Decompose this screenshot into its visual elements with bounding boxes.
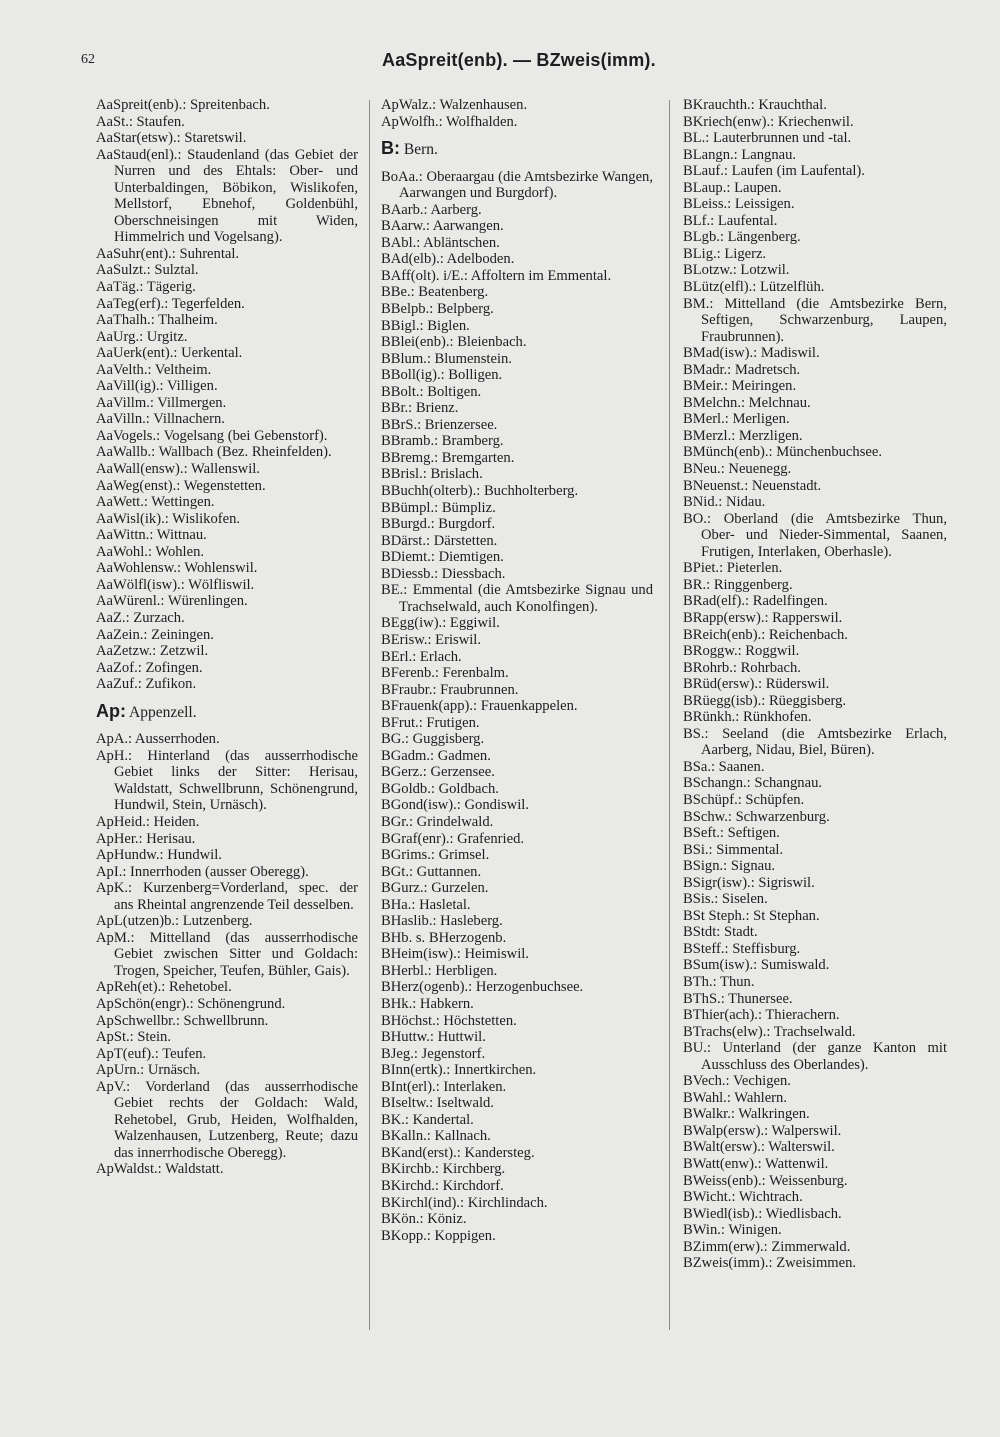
abbreviation-entry: BBolt.: Boltigen. [381, 383, 482, 400]
abbreviation-entry: BFerenb.: Ferenbalm. [381, 665, 509, 682]
abbreviation-entry: BBigl.: Biglen. [381, 317, 470, 334]
abbreviation-entry: BSeft.: Seftigen. [683, 825, 780, 842]
abbreviation-entry: AaWohl.: Wohlen. [96, 543, 205, 560]
abbreviation-entry: ApT(euf).: Teufen. [96, 1045, 207, 1062]
abbreviation-entry: BBurgd.: Burgdorf. [381, 516, 496, 533]
abbreviation-entry: BRad(elf).: Radelfingen. [683, 593, 828, 610]
section-name: Appenzell. [129, 703, 197, 721]
abbreviation-entry: AaWohlensw.: Wohlenswil. [96, 560, 258, 577]
abbreviation-entry: ApK.: Kurzenberg=Vorderland, spec. der ans Rheintal angrenzende Teil desselben. [96, 880, 358, 913]
abbreviation-entry: BKön.: Köniz. [381, 1211, 467, 1228]
abbreviation-entry: BRapp(ersw).: Rapperswil. [683, 609, 843, 626]
abbreviation-entry: BNeu.: Neuenegg. [683, 461, 792, 478]
abbreviation-entry: ApHundw.: Hundwil. [96, 847, 222, 864]
abbreviation-entry: BWatt(enw).: Wattenwil. [683, 1156, 829, 1172]
abbreviation-entry: BTrachs(elw).: Trachselwald. [683, 1023, 856, 1040]
abbreviation-entry: BMeir.: Meiringen. [683, 378, 797, 395]
abbreviation-entry: BInn(ertk).: Innertkirchen. [381, 1062, 537, 1079]
abbreviation-entry: AaSulzt.: Sulztal. [96, 262, 199, 279]
abbreviation-entry: BErisw.: Eriswil. [381, 631, 481, 648]
abbreviation-entry: BBrisl.: Brislach. [381, 466, 483, 483]
section-heading [96, 700, 358, 722]
abbreviation-entry: BBramb.: Bramberg. [381, 433, 504, 450]
abbreviation-entry: AaZuf.: Zufikon. [96, 676, 197, 693]
abbreviation-entry: BWalp(ersw).: Walperswil. [683, 1122, 842, 1139]
abbreviation-entry: ApUrn.: Urnäsch. [96, 1062, 201, 1079]
column-1 [96, 97, 358, 1178]
abbreviation-entry: BAarw.: Aarwangen. [381, 218, 504, 235]
abbreviation-entry: AaStaud(enl).: Staudenland (das Gebiet der Nurren und des Ehtals: Ober- und Unterbaldingen, Böbikon, Wislikofen, Mellstorf, Ebnehof, Goldenbühl, Oberschneisingen mit Widen, Himmelrich und Vogelsang). [96, 146, 358, 246]
abbreviation-entry: BKand(erst).: Kandersteg. [381, 1144, 535, 1161]
abbreviation-entry: AaZ.: Zurzach. [96, 609, 185, 626]
abbreviation-entry: BWin.: Winigen. [683, 1222, 782, 1239]
abbreviation-entry: BWiedl(isb).: Wiedlisbach. [683, 1205, 842, 1222]
abbreviation-entry: BLgb.: Längenberg. [683, 229, 801, 246]
abbreviation-entry: BHb. s. BHerzogenb. [381, 929, 507, 946]
abbreviation-entry: AaSuhr(ent).: Suhrental. [96, 245, 240, 262]
abbreviation-entry: AaWallb.: Wallbach (Bez. Rheinfelden). [96, 444, 332, 461]
abbreviation-entry: ApSt.: Stein. [96, 1029, 172, 1046]
abbreviation-entry: BPiet.: Pieterlen. [683, 560, 783, 577]
abbreviation-entry: BSigr(isw).: Sigriswil. [683, 874, 815, 891]
abbreviation-entry: BMünch(enb).: Münchenbuchsee. [683, 444, 882, 461]
abbreviation-entry: ApM.: Mittelland (das ausserrhodische Gebiet zwischen Sitter und Goldach: Trogen, Speicher, Teufen, Bühler, Gais). [96, 929, 358, 979]
abbreviation-entry: BVech.: Vechigen. [683, 1073, 791, 1090]
abbreviation-entry: BBremg.: Bremgarten. [381, 449, 515, 466]
abbreviation-entry: AaZof.: Zofingen. [96, 659, 203, 676]
abbreviation-entry: BAd(elb).: Adelboden. [381, 251, 515, 268]
abbreviation-entry: BWalkr.: Walkringen. [683, 1106, 810, 1123]
abbreviation-entry: BE.: Emmental (die Amtsbezirke Signau und Trachselwald, auch Konolfingen). [381, 582, 653, 615]
column-2 [381, 97, 653, 1244]
section-name: Bern. [403, 141, 438, 159]
abbreviation-entry: BSchangn.: Schangnau. [683, 775, 823, 792]
abbreviation-entry: BErl.: Erlach. [381, 648, 462, 665]
abbreviation-entry: BK.: Kandertal. [381, 1111, 474, 1128]
abbreviation-entry: AaZein.: Zeiningen. [96, 626, 214, 643]
abbreviation-entry: BLotzw.: Lotzwil. [683, 262, 790, 279]
abbreviation-entry: BNeuenst.: Neuenstadt. [683, 477, 822, 494]
abbreviation-entry: ApWalz.: Walzenhausen. [381, 97, 528, 113]
abbreviation-entry: BO.: Oberland (die Amtsbezirke Thun, Ober- und Nieder-Simmental, Saanen, Frutigen, Interlaken, Oberhasle). [683, 510, 947, 560]
abbreviation-entry: BSchw.: Schwarzenburg. [683, 808, 830, 825]
abbreviation-entry: ApWolfh.: Wolfhalden. [381, 113, 518, 130]
abbreviation-entry: AaVilln.: Villnachern. [96, 411, 225, 428]
abbreviation-entry: BZimm(erw).: Zimmerwald. [683, 1238, 851, 1255]
abbreviation-entry: ApL(utzen)b.: Lutzenberg. [96, 913, 253, 930]
abbreviation-entry: AaVillm.: Villmergen. [96, 394, 227, 411]
abbreviation-entry: BHuttw.: Huttwil. [381, 1029, 486, 1046]
abbreviation-entry: BZweis(imm).: Zweisimmen. [683, 1255, 857, 1272]
abbreviation-entry: ApReh(et).: Rehetobel. [96, 979, 232, 996]
abbreviation-entry: ApH.: Hinterland (das ausserrhodische Gebiet links der Sitter: Herisau, Waldstatt, Schwellbrunn, Schönengrund, Hundwil, Stein, Urnäsch). [96, 747, 358, 814]
abbreviation-entry: BBelpb.: Belpberg. [381, 301, 494, 318]
abbreviation-entry: BThS.: Thunersee. [683, 990, 793, 1007]
abbreviation-entry: BAarb.: Aarberg. [381, 201, 482, 218]
abbreviation-entry: AaUrg.: Urgitz. [96, 328, 188, 345]
abbreviation-entry: BTh.: Thun. [683, 973, 755, 990]
abbreviation-entry: BSum(isw).: Sumiswald. [683, 957, 830, 974]
section-heading [381, 140, 653, 159]
abbreviation-entry: BLaup.: Laupen. [683, 179, 782, 196]
abbreviation-entry: BGr.: Grindelwald. [381, 813, 494, 830]
abbreviation-entry: BIseltw.: Iseltwald. [381, 1095, 494, 1112]
abbreviation-entry: AaWisl(ik).: Wislikofen. [96, 510, 241, 527]
abbreviation-entry: BLeiss.: Leissigen. [683, 196, 795, 213]
abbreviation-entry: BSt Steph.: St Stephan. [683, 907, 820, 924]
abbreviation-entry: BSign.: Signau. [683, 858, 776, 875]
page-number: 62 [81, 52, 95, 67]
abbreviation-entry: BBrS.: Brienzersee. [381, 416, 498, 433]
abbreviation-entry: BGoldb.: Goldbach. [381, 780, 499, 797]
abbreviation-entry: BBoll(ig).: Bolligen. [381, 367, 503, 384]
abbreviation-entry: BRüegg(isb).: Rüeggisberg. [683, 692, 847, 709]
abbreviation-entry: AaWittn.: Wittnau. [96, 527, 207, 544]
abbreviation-entry: BWahl.: Wahlern. [683, 1089, 787, 1106]
section-code: Ap: [96, 700, 126, 721]
abbreviation-entry: AaWölfl(isw).: Wölfliswil. [96, 576, 255, 593]
abbreviation-entry: BMerzl.: Merzligen. [683, 427, 803, 444]
abbreviation-entry: BGurz.: Gurzelen. [381, 880, 489, 897]
abbreviation-entry: BInt(erl).: Interlaken. [381, 1078, 507, 1095]
abbreviation-entry: BReich(enb).: Reichenbach. [683, 626, 848, 643]
abbreviation-entry: BGond(isw).: Gondiswil. [381, 797, 529, 814]
abbreviation-entry: BLauf.: Laufen (im Laufental). [683, 163, 865, 180]
abbreviation-entry: AaSt.: Staufen. [96, 113, 185, 130]
abbreviation-entry: BJeg.: Jegenstorf. [381, 1045, 486, 1062]
column-divider [669, 100, 670, 1330]
abbreviation-entry: BSi.: Simmental. [683, 841, 784, 858]
abbreviation-entry: BAbl.: Abläntschen. [381, 234, 500, 251]
abbreviation-entry: BHöchst.: Höchstetten. [381, 1012, 517, 1029]
abbreviation-entry: BU.: Unterland (der ganze Kanton mit Ausschluss des Oberlandes). [683, 1040, 947, 1073]
abbreviation-entry: BDiemt.: Diemtigen. [381, 549, 504, 566]
abbreviation-entry: BSchüpf.: Schüpfen. [683, 791, 805, 808]
column-3 [683, 97, 947, 1272]
abbreviation-entry: AaSpreit(enb).: Spreitenbach. [96, 97, 270, 113]
abbreviation-entry: AaStar(etsw).: Staretswil. [96, 130, 247, 147]
abbreviation-entry: BFraubr.: Fraubrunnen. [381, 681, 519, 698]
abbreviation-entry: BMelchn.: Melchnau. [683, 394, 811, 411]
abbreviation-entry: BAff(olt). i/E.: Affoltern im Emmental. [381, 267, 612, 284]
abbreviation-entry: BLütz(elfl).: Lützelflüh. [683, 279, 825, 296]
abbreviation-entry: BThier(ach).: Thierachern. [683, 1007, 840, 1024]
abbreviation-entry: BRoggw.: Roggwil. [683, 643, 800, 660]
abbreviation-entry: BWalt(ersw).: Walterswil. [683, 1139, 835, 1156]
abbreviation-entry: AaTeg(erf).: Tegerfelden. [96, 295, 245, 312]
abbreviation-entry: BKirchd.: Kirchdorf. [381, 1178, 504, 1194]
section-code: B: [381, 138, 400, 159]
abbreviation-entry: BBr.: Brienz. [381, 400, 459, 417]
abbreviation-entry: ApSchön(engr).: Schönengrund. [96, 995, 286, 1012]
abbreviation-entry: BL.: Lauterbrunnen und -tal. [683, 130, 852, 147]
abbreviation-entry: BBe.: Beatenberg. [381, 284, 489, 301]
abbreviation-entry: ApSchwellbr.: Schwellbrunn. [96, 1012, 269, 1029]
abbreviation-entry: ApI.: Innerrhoden (ausser Oberegg). [96, 863, 309, 880]
abbreviation-entry: BKirchb.: Kirchberg. [381, 1161, 506, 1178]
abbreviation-entry: BKirchl(ind).: Kirchlindach. [381, 1194, 548, 1211]
abbreviation-entry: BMerl.: Merligen. [683, 411, 790, 428]
abbreviation-entry: BEgg(iw).: Eggiwil. [381, 615, 500, 632]
abbreviation-entry: BSa.: Saanen. [683, 758, 765, 775]
abbreviation-entry: BSis.: Siselen. [683, 891, 768, 908]
abbreviation-entry: ApWaldst.: Waldstatt. [96, 1161, 224, 1178]
abbreviation-entry: BGrims.: Grimsel. [381, 847, 490, 864]
abbreviation-entry: ApV.: Vorderland (das ausserrhodische Gebiet rechts der Goldach: Wald, Rehetobel, Grub, Heiden, Wolfhalden, Walzenhausen, Lutzenberg, Reute; dazu das innerrhodische Oberegg). [96, 1078, 358, 1161]
abbreviation-entry: BLangn.: Langnau. [683, 146, 797, 163]
abbreviation-entry: AaVelth.: Veltheim. [96, 361, 212, 378]
abbreviation-entry: BFrauenk(app).: Frauenkappelen. [381, 698, 578, 715]
abbreviation-entry: BG.: Guggisberg. [381, 731, 485, 748]
abbreviation-entry: BWeiss(enb).: Weissenburg. [683, 1172, 848, 1189]
abbreviation-entry: BLig.: Ligerz. [683, 245, 767, 262]
abbreviation-entry: BNid.: Nidau. [683, 494, 766, 511]
abbreviation-entry: BGadm.: Gadmen. [381, 747, 491, 764]
abbreviation-entry: BBümpl.: Bümpliz. [381, 499, 496, 516]
abbreviation-entry: BDärst.: Därstetten. [381, 532, 498, 549]
abbreviation-entry: AaWall(ensw).: Wallenswil. [96, 461, 260, 478]
abbreviation-entry: BKrauchth.: Krauchthal. [683, 97, 827, 113]
abbreviation-entry: BGraf(enr).: Grafenried. [381, 830, 525, 847]
abbreviation-entry: AaWeg(enst).: Wegenstetten. [96, 477, 266, 494]
column-divider [369, 100, 370, 1330]
abbreviation-entry: BBlum.: Blumenstein. [381, 350, 512, 367]
abbreviation-entry: BMadr.: Madretsch. [683, 361, 801, 378]
abbreviation-entry: BM.: Mittelland (die Amtsbezirke Bern, Seftigen, Schwarzenburg, Laupen, Fraubrunnen). [683, 295, 947, 345]
abbreviation-entry: BGt.: Guttannen. [381, 863, 482, 880]
abbreviation-entry: AaVogels.: Vogelsang (bei Gebenstorf). [96, 427, 328, 444]
abbreviation-entry: BHk.: Habkern. [381, 995, 474, 1012]
abbreviation-entry: BRohrb.: Rohrbach. [683, 659, 801, 676]
abbreviation-entry: BFrut.: Frutigen. [381, 714, 480, 731]
abbreviation-entry: ApA.: Ausserrhoden. [96, 731, 220, 748]
abbreviation-entry: BRüd(ersw).: Rüderswil. [683, 676, 830, 693]
abbreviation-entry: BR.: Ringgenberg. [683, 576, 793, 593]
abbreviation-entry: AaUerk(ent).: Uerkental. [96, 345, 243, 362]
abbreviation-entry: AaTäg.: Tägerig. [96, 279, 196, 296]
abbreviation-entry: BDiessb.: Diessbach. [381, 565, 506, 582]
abbreviation-entry: BHa.: Hasletal. [381, 896, 471, 913]
abbreviation-entry: AaVill(ig).: Villigen. [96, 378, 218, 395]
abbreviation-entry: AaWürenl.: Würenlingen. [96, 593, 248, 610]
abbreviation-entry: BBuchh(olterb).: Buchholterberg. [381, 483, 579, 500]
abbreviation-entry: BHeim(isw).: Heimiswil. [381, 946, 529, 963]
abbreviation-entry: BBlei(enb).: Bleienbach. [381, 334, 527, 351]
abbreviation-entry: BS.: Seeland (die Amtsbezirke Erlach, Aarberg, Nidau, Biel, Büren). [683, 725, 947, 759]
abbreviation-entry: BGerz.: Gerzensee. [381, 764, 495, 781]
abbreviation-entry: AaZetzw.: Zetzwil. [96, 643, 209, 660]
abbreviation-entry: BKriech(enw).: Kriechenwil. [683, 113, 854, 130]
abbreviation-entry: BMad(isw).: Madiswil. [683, 345, 820, 362]
abbreviation-entry: BHaslib.: Hasleberg. [381, 913, 503, 930]
abbreviation-entry: BWicht.: Wichtrach. [683, 1189, 803, 1206]
abbreviation-entry: BHerz(ogenb).: Herzogenbuchsee. [381, 979, 584, 996]
abbreviation-entry: BKalln.: Kallnach. [381, 1128, 491, 1145]
abbreviation-entry: BoAa.: Oberaargau (die Amtsbezirke Wangen, Aarwangen und Burgdorf). [381, 168, 653, 202]
abbreviation-entry: AaThalh.: Thalheim. [96, 312, 218, 329]
abbreviation-entry: AaWett.: Wettingen. [96, 494, 215, 511]
abbreviation-entry: BSteff.: Steffisburg. [683, 940, 801, 957]
abbreviation-entry: BStdt: Stadt. [683, 924, 758, 941]
abbreviation-entry: ApHer.: Herisau. [96, 830, 196, 847]
abbreviation-entry: BLf.: Laufental. [683, 212, 778, 229]
running-head: AaSpreit(enb). — BZweis(imm). [382, 50, 656, 70]
abbreviation-entry: BRünkh.: Rünkhofen. [683, 709, 812, 726]
abbreviation-entry: ApHeid.: Heiden. [96, 813, 200, 830]
abbreviation-entry: BHerbl.: Herbligen. [381, 962, 498, 979]
abbreviation-entry: BKopp.: Koppigen. [381, 1227, 496, 1244]
